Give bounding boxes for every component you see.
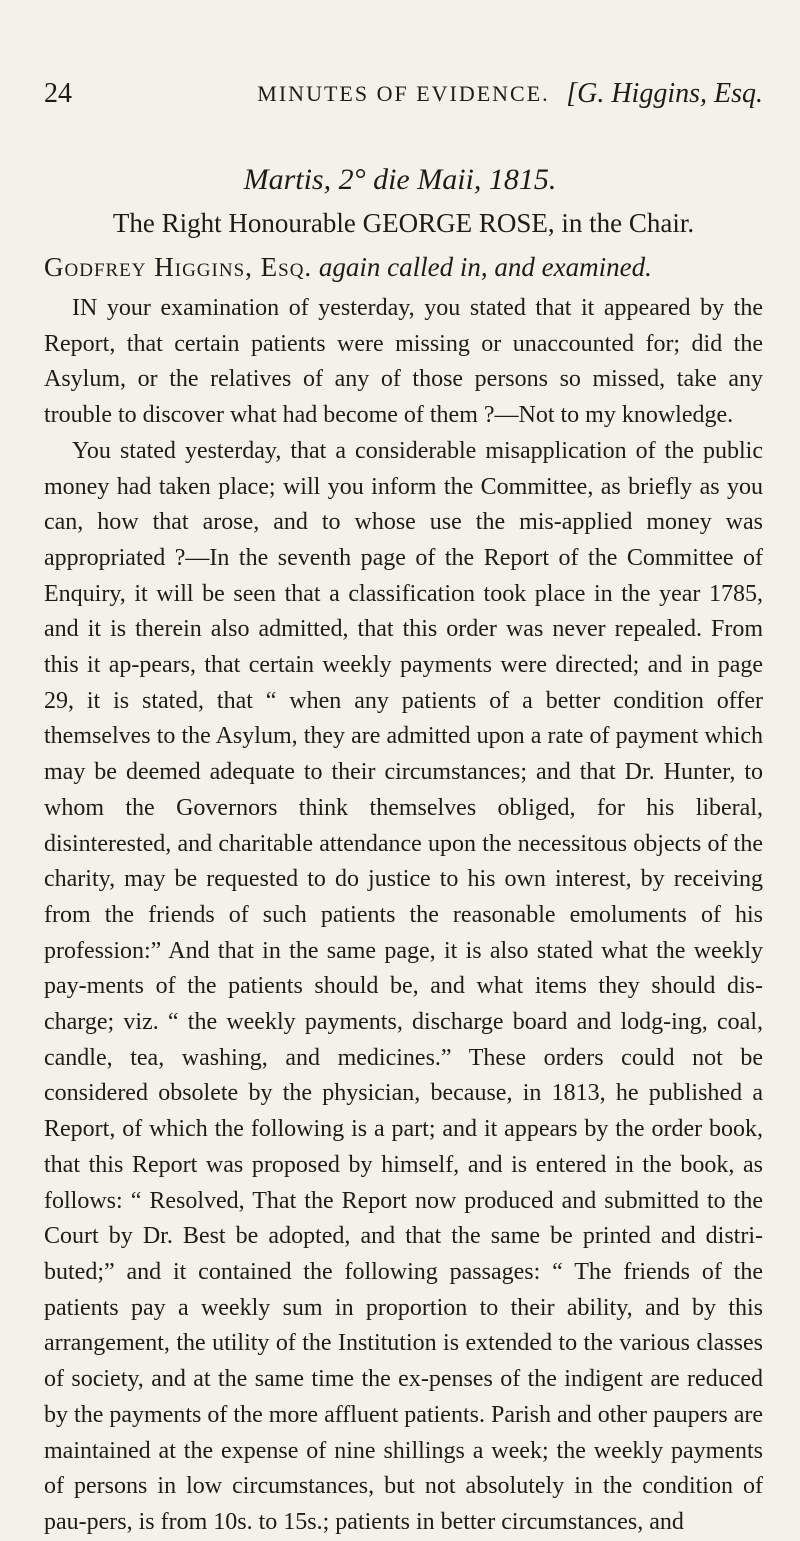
witness-line (44, 251, 763, 283)
chair-line: The Right Honourable GEORGE ROSE, in the Chair. (112, 208, 695, 238)
header-witness-name: [G. Higgins, Esq. (566, 78, 763, 109)
witness-name: Godfrey Higgins, Esq. (44, 252, 313, 282)
page-number: 24 (44, 78, 72, 109)
running-header (44, 78, 763, 110)
section-title: MINUTES OF EVIDENCE. (257, 81, 550, 106)
evidence-paragraph-2: You stated yesterday, that a considerable misapplication of the public money had taken place; will you inform the Committee, as briefly as you can, how that arose, and to whose use the mis-applied money was appropriated ?—In the seventh page of the Report of the Committee of Enquiry, it will be seen that a classification took place in the year 1785, and it is therein also admitted, that this order was never repealed. From this it ap-pears, that certain weekly payments were directed; and in page 29, it is stated, that “ when any patients of a better condition offer themselves to the Asylum, they are admitted upon a rate of payment which may be deemed adequate to their circumstances; and that Dr. Hunter, to whom the Governors think themselves obliged, for his liberal, disinterested, and charitable attendance upon the necessitous objects of the charity, may be requested to do justice to his own interest, by receiving from the friends of such patients the reasonable emoluments of his profession:” And that in the same page, it is also stated what the weekly pay-ments of the patients should be, and what items they should dis-charge; viz. “ the weekly payments, discharge board and lodg-ing, coal, candle, tea, washing, and medicines.” These orders could not be considered obsolete by the physician, because, in 1813, he published a Report, of which the following is a part; and it appears by the order book, that this Report was proposed by himself, and is entered in the book, as follows: “ Resolved, That the Report now produced and submitted to the Court by Dr. Best be adopted, and that the same be printed and distri-buted;” and it contained the following passages: “ The friends of the patients pay a weekly sum in proportion to their ability, and by this arrangement, the utility of the Institution is extended to the various classes of society, and at the same time the ex-penses of the indigent are reduced by the payments of the more affluent patients. Parish and other paupers are maintained at the expense of nine shillings a week; the weekly payments of persons in low circumstances, but not absolutely in the condition of pau-pers, is from 10s. to 15s.; patients in better circumstances, and (44, 437, 763, 1535)
evidence-paragraph-1: IN your examination of yesterday, you stated that it appeared by the Report, that certain patients were missing or unaccounted for; did the Asylum, or the relatives of any of those persons so missed, take any trouble to discover what had become of them ?—Not to my knowledge. (44, 295, 763, 429)
evidence-body (44, 291, 763, 1541)
witness-status: again called in, and examined. (318, 252, 652, 282)
session-date: Martis, 2° die Maii, 1815. (243, 163, 557, 196)
